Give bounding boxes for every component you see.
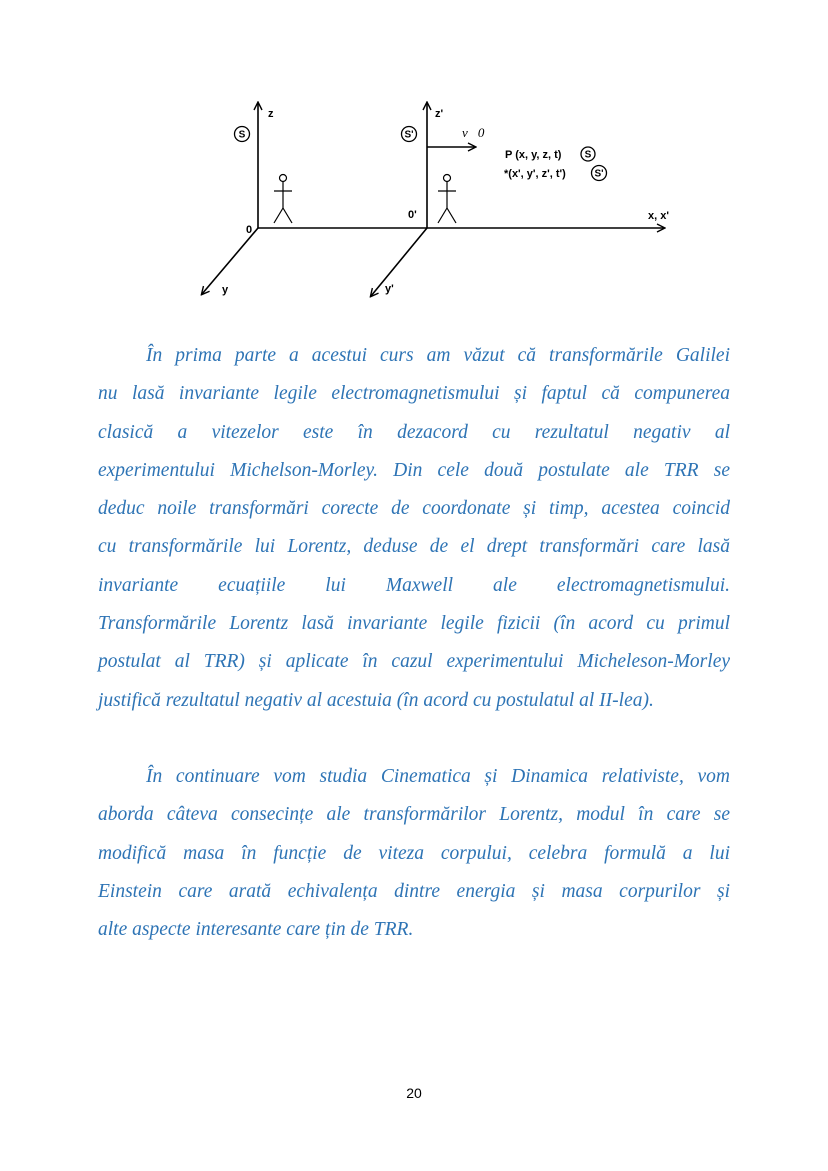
point-badge-s [581, 147, 595, 161]
paragraph-line: alte aspecte interesante care țin de TRR. [98, 919, 414, 941]
paragraph-line: Transformările Lorentz lasă invariante legile fizicii (în acord cu primul [98, 613, 730, 635]
z-label-s: z [268, 108, 274, 120]
origin-label-s: 0 [246, 224, 253, 236]
paragraph-line: invariante ecuațiile lui Maxwell ale electromagnetismului. [98, 574, 730, 596]
paragraph-line: deduc noile transformări corecte de coordonate și timp, acestea coincid [98, 498, 730, 520]
paragraph-line: clasică a vitezelor este în dezacord cu rezultatul negativ al [98, 421, 730, 443]
y-axis-s-prime [371, 228, 427, 296]
paragraph-line: justifică rezultatul negativ al acestuia (în acord cu postulatul al II-lea). [98, 689, 654, 711]
paragraph-2 [98, 758, 730, 949]
x-axis-label: x, x' [648, 210, 669, 222]
svg-text:S': S' [404, 129, 414, 141]
paragraph-line: nu lasă invariante legile electromagnetismului și faptul că compunerea [98, 383, 730, 405]
y-label-s-prime: y' [385, 283, 394, 295]
velocity-label: v⃗0 [462, 125, 485, 140]
point-badge-s-prime [592, 166, 607, 181]
paragraph-line: modifică masa în funcție de viteza corpului, celebra formulă a lui [98, 842, 730, 864]
reference-frames-svg [190, 95, 690, 305]
svg-text:S: S [584, 149, 592, 161]
paragraph-line: experimentului Michelson-Morley. Din cele două postulate ale TRR se [98, 459, 730, 481]
observer-s-icon [274, 175, 292, 224]
observer-s-prime-icon [438, 175, 456, 224]
svg-text:S: S [238, 129, 246, 141]
frame-badge-s-prime [402, 127, 417, 142]
reference-frames-diagram [190, 95, 690, 305]
paragraph-1 [98, 337, 730, 720]
y-label-s: y [222, 284, 229, 296]
point-label-s-prime: *(x', y', z', t') [504, 168, 566, 180]
svg-text:S': S' [594, 168, 604, 180]
page-number: 20 [406, 1085, 422, 1101]
origin-label-s-prime: 0' [408, 209, 417, 221]
point-label-s: P (x, y, z, t) [505, 149, 562, 161]
frame-badge-s [235, 127, 250, 142]
paragraph-line: În prima parte a acestui curs am văzut că transformările Galilei [146, 345, 730, 366]
y-axis-s [202, 228, 258, 294]
z-label-s-prime: z' [435, 108, 444, 120]
paragraph-line: aborda câteva consecințe ale transformărilor Lorentz, modul în care se [98, 804, 730, 826]
paragraph-line: Einstein care arată echivalența dintre energia și masa corpurilor și [98, 880, 730, 902]
paragraph-line: cu transformările lui Lorentz, deduse de el drept transformări care lasă [98, 536, 730, 558]
paragraph-line: În continuare vom studia Cinematica și Dinamica relativiste, vom [146, 766, 730, 787]
paragraph-line: postulat al TRR) și aplicate în cazul experimentului Micheleson-Morley [98, 651, 730, 673]
